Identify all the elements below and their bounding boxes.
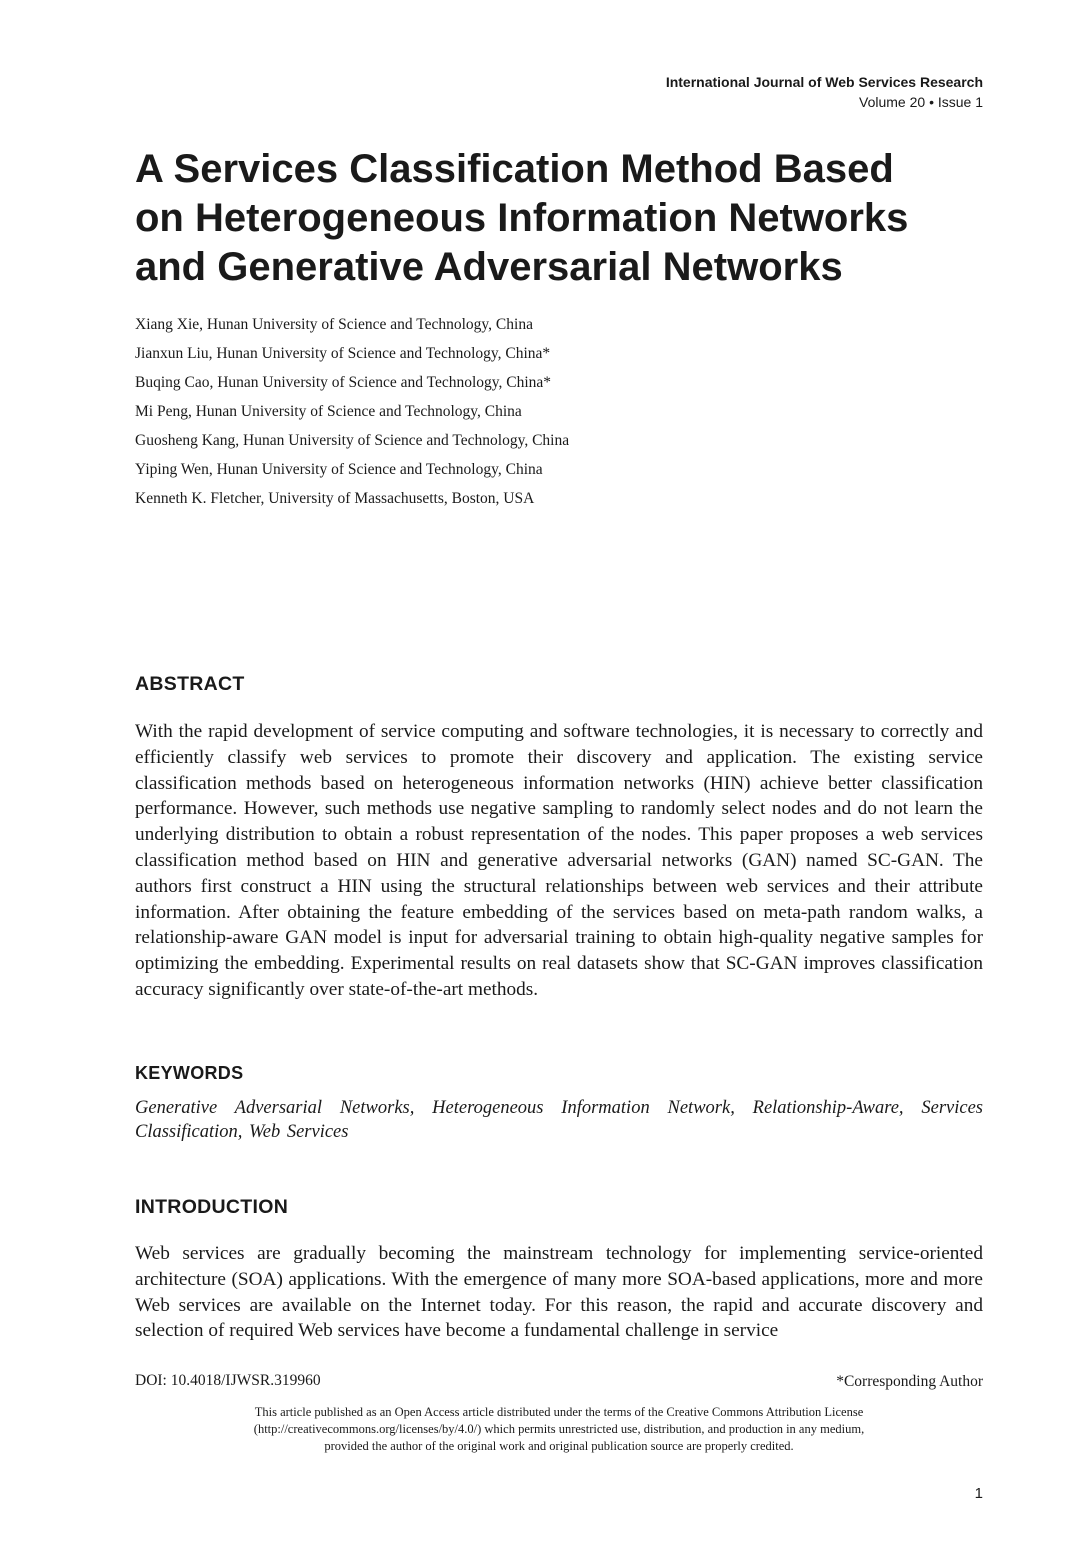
title-line: on Heterogeneous Information Networks	[135, 196, 909, 240]
page-number: 1	[974, 1485, 983, 1502]
journal-header	[666, 72, 983, 112]
license-line: provided the author of the original work and original publication source are properly credited.	[324, 1439, 794, 1453]
keywords-heading: KEYWORDS	[135, 1063, 244, 1083]
abstract-heading: ABSTRACT	[135, 673, 245, 695]
introduction-text: Web services are gradually becoming the mainstream technology for implementing service-oriented architecture (SOA) applications. With the emergence of many more SOA-based applications, more and more Web services are available on the Internet today. For this reason, the rapid and accurate discovery and selection of required Web services have become a fundamental challenge in service	[135, 1243, 983, 1342]
title-line: A Services Classification Method Based	[135, 147, 894, 191]
author-item: Kenneth K. Fletcher, University of Massachusetts, Boston, USA	[135, 490, 535, 507]
doi-text: DOI: 10.4018/IJWSR.319960	[135, 1372, 321, 1389]
abstract-text: With the rapid development of service computing and software technologies, it is necessary to correctly and efficiently classify web services to promote their discovery and application. The existing service classification methods based on heterogeneous information networks (HIN) achieve better classification performance. However, such methods use negative sampling to randomly select nodes and do not learn the underlying distribution to obtain a robust representation of the nodes. This paper proposes a web services classification method based on HIN and generative adversarial networks (GAN) named SC-GAN. The authors first construct a HIN using the structural relationships between web services and their attribute information. After obtaining the feature embedding of the services based on meta-path random walks, a relationship-aware GAN model is input for adversarial training to obtain high-quality negative samples for optimizing the embedding. Experimental results on real datasets show that SC-GAN improves classification accuracy significantly over state-of-the-art methods.	[135, 721, 983, 1000]
author-item: Guosheng Kang, Hunan University of Science and Technology, China	[135, 432, 570, 449]
author-item: Yiping Wen, Hunan University of Science and Technology, China	[135, 461, 543, 478]
corresponding-author-note: *Corresponding Author	[836, 1373, 983, 1390]
license-line: This article published as an Open Access article distributed under the terms of the Creative Commons Attribution License	[254, 1405, 864, 1419]
keywords-text: Generative Adversarial Networks, Heterogeneous Information Network, Relationship-Aware, Services Classification, Web Services	[135, 1098, 983, 1142]
author-item: Jianxun Liu, Hunan University of Science and Technology, China*	[135, 345, 551, 362]
license-notice	[135, 1404, 983, 1455]
license-line: (http://creativecommons.org/licenses/by/4.0/) which permits unrestricted use, distribution, and production in any medium,	[253, 1422, 865, 1436]
author-item: Xiang Xie, Hunan University of Science and Technology, China	[135, 316, 533, 333]
introduction-heading: INTRODUCTION	[135, 1196, 289, 1218]
journal-issue: Volume 20 • Issue 1	[859, 94, 983, 110]
author-item: Buqing Cao, Hunan University of Science and Technology, China*	[135, 374, 552, 391]
paper-title	[135, 145, 995, 292]
journal-name: International Journal of Web Services Research	[665, 74, 983, 90]
author-item: Mi Peng, Hunan University of Science and Technology, China	[135, 403, 522, 420]
title-line: and Generative Adversarial Networks	[135, 245, 843, 289]
author-list	[135, 310, 569, 513]
